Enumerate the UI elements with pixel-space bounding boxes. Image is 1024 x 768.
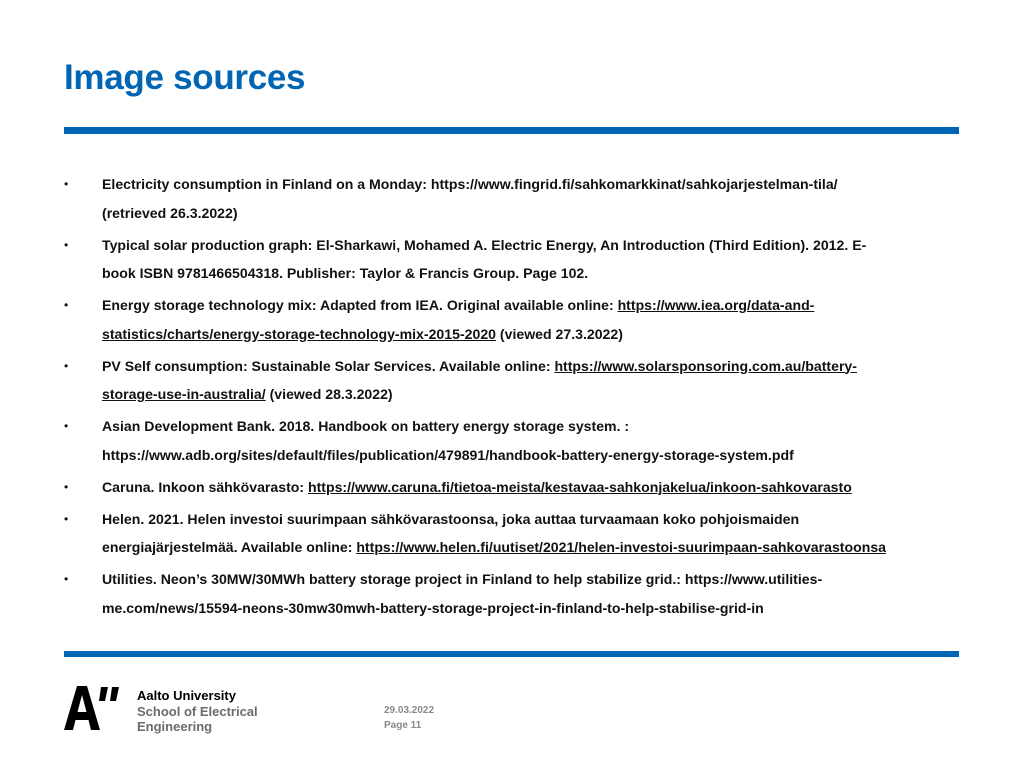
bullet-icon: • [64, 298, 69, 312]
school-name-line2: Engineering [137, 719, 213, 734]
reference-link[interactable]: https://www.caruna.fi/tietoa-meista/kestavaa-sahkonjakelua/inkoon-sahkovarasto [307, 478, 852, 495]
reference-link[interactable]: https://www.helen.fi/uutiset/2021/helen-investoi-suurimpaan-sahkovarastoonsa [356, 539, 887, 555]
reference-item [64, 412, 976, 469]
reference-link[interactable]: https://www.solarsponsoring.com.au/battery- [554, 357, 857, 374]
page-title: Image sources [64, 58, 306, 97]
reference-link[interactable]: https://www.iea.org/data-and- [617, 297, 815, 313]
reference-text: Caruna. Inkoon sähkövarasto: [102, 478, 308, 495]
reference-item [64, 231, 976, 288]
page-number: Page 11 [384, 720, 422, 731]
reference-link[interactable]: statistics/charts/energy-storage-technology-mix-2015-2020 [102, 325, 496, 342]
bullet-icon: • [64, 419, 69, 433]
reference-text: Energy storage technology mix: Adapted from IEA. Original available online: [102, 297, 618, 313]
university-name-block [137, 688, 258, 735]
bullet-icon: • [64, 237, 69, 252]
reference-text: (viewed 28.3.2022) [265, 386, 393, 402]
top-divider [64, 127, 959, 134]
bullet-icon: • [64, 358, 69, 373]
slide-meta [384, 703, 434, 733]
reference-text: Asian Development Bank. 2018. Handbook on battery energy storage system. : [102, 418, 630, 434]
bullet-icon: • [64, 479, 69, 494]
reference-item [64, 473, 976, 502]
reference-list [64, 170, 976, 626]
reference-text: me.com/news/15594-neons-30mw30mwh-battery-storage-project-in-finland-to-help-stabilise-grid-in [102, 599, 764, 616]
reference-text: Utilities. Neon’s 30MW/30MWh battery storage project in Finland to help stabilize grid.: https://www.utilities- [102, 571, 823, 587]
bottom-divider [64, 651, 959, 657]
reference-text: PV Self consumption: Sustainable Solar Services. Available online: [102, 357, 555, 374]
bullet-icon: • [64, 511, 69, 526]
reference-text: energiajärjestelmää. Available online: [102, 539, 357, 555]
reference-text: Typical solar production graph: El-Sharkawi, Mohamed A. Electric Energy, An Introduction (Third Edition). 2012. E- [102, 236, 867, 253]
reference-text: Helen. 2021. Helen investoi suurimpaan sähkövarastoonsa, joka auttaa turvaamaan koko pohjoismaiden [102, 510, 800, 527]
reference-item [64, 291, 976, 348]
bullet-icon: • [64, 177, 69, 191]
aalto-logo-icon [64, 686, 124, 730]
reference-item [64, 352, 976, 409]
reference-text: https://www.adb.org/sites/default/files/publication/479891/handbook-battery-energy-storage-system.pdf [102, 446, 794, 463]
school-name-line1: School of Electrical [137, 703, 258, 719]
reference-text: (viewed 27.3.2022) [496, 325, 623, 342]
reference-link[interactable]: storage-use-in-australia/ [102, 386, 266, 402]
reference-text: Electricity consumption in Finland on a Monday: https://www.fingrid.fi/sahkomarkkinat/sahkojarjestelman-tila/ [102, 176, 838, 192]
reference-item [64, 565, 976, 622]
bullet-icon: • [64, 572, 69, 586]
reference-text: book ISBN 9781466504318. Publisher: Taylor & Francis Group. Page 102. [102, 265, 589, 281]
reference-item [64, 505, 976, 562]
reference-text: (retrieved 26.3.2022) [102, 204, 238, 221]
slide-date: 29.03.2022 [384, 705, 435, 716]
reference-item [64, 170, 976, 227]
university-name: Aalto University [137, 688, 236, 703]
